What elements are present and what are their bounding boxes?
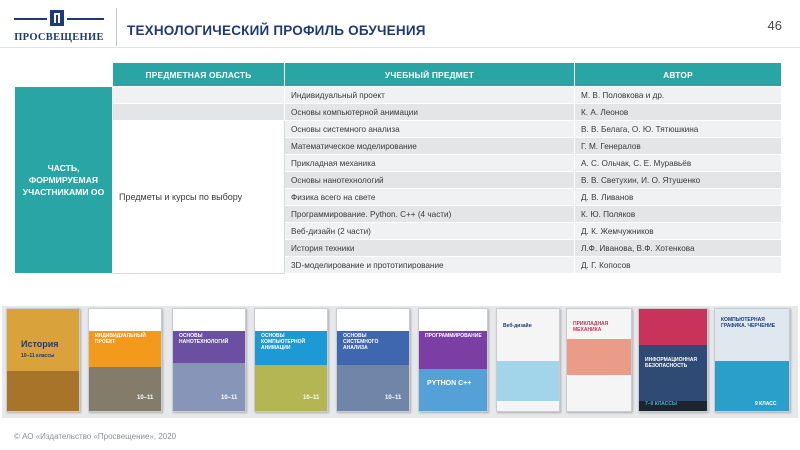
table-row xyxy=(15,87,782,104)
logo-text: ПРОСВЕЩЕНИЕ xyxy=(14,32,104,43)
book-title: ИНФОРМАЦИОННАЯ БЕЗОПАСНОСТЬ xyxy=(645,357,697,369)
area-cell-empty xyxy=(113,87,285,104)
subject-cell: Индивидуальный проект xyxy=(285,87,575,104)
book-subtitle: 10–11 xyxy=(385,395,402,401)
author-cell: Д. Г. Копосов xyxy=(575,257,782,274)
subject-cell: 3D-моделирование и прототипирование xyxy=(285,257,575,274)
part-label: ЧАСТЬ, ФОРМИРУЕМАЯ УЧАСТНИКАМИ ОО xyxy=(15,87,113,274)
subject-cell: Программирование. Python. С++ (4 части) xyxy=(285,206,575,223)
subject-cell: История техники xyxy=(285,240,575,257)
book-cover xyxy=(88,308,162,412)
book-title: История xyxy=(21,339,59,349)
book-title: КОМПЬЮТЕРНАЯ ГРАФИКА. ЧЕРЧЕНИЕ xyxy=(721,317,776,329)
author-cell: В. В. Белага, О. Ю. Тятюшкина xyxy=(575,121,782,138)
column-header-subject: УЧЕБНЫЙ ПРЕДМЕТ xyxy=(285,63,575,87)
area-cell-empty xyxy=(113,104,285,121)
book-subtitle: 9 КЛАСС xyxy=(755,401,777,407)
table-row xyxy=(15,121,782,138)
book-subtitle: 7–9 КЛАССЫ xyxy=(645,401,677,407)
logo-rule-right xyxy=(67,18,104,20)
table-row xyxy=(15,104,782,121)
book-cover xyxy=(496,308,560,412)
book-subtitle: 10–11 классы xyxy=(21,353,55,359)
area-cell: Предметы и курсы по выбору xyxy=(113,121,285,274)
textbook-covers-strip xyxy=(2,306,798,418)
author-cell: В. В. Светухин, И. О. Ятушенко xyxy=(575,172,782,189)
logo-rule-left xyxy=(14,18,47,20)
book-subtitle: 10–11 xyxy=(303,395,320,401)
header-rule xyxy=(0,47,800,48)
page-title: ТЕХНОЛОГИЧЕСКИЙ ПРОФИЛЬ ОБУЧЕНИЯ xyxy=(127,23,426,38)
author-cell: Л.Ф. Иванова, В.Ф. Хотенкова xyxy=(575,240,782,257)
subject-cell: Основы системного анализа xyxy=(285,121,575,138)
book-cover xyxy=(336,308,410,412)
book-title: ОСНОВЫ КОМПЬЮТЕРНОЙ АНИМАЦИИ xyxy=(261,333,306,351)
header-blank-cell xyxy=(15,63,113,87)
book-title: ПРОГРАММИРОВАНИЕ xyxy=(425,333,482,339)
copyright-footer: © АО «Издательство «Просвещение», 2020 xyxy=(14,432,177,441)
author-cell: А. С. Ольчак, С. Е. Муравьёв xyxy=(575,155,782,172)
table-header-row xyxy=(15,63,782,87)
book-subtitle: PYTHON C++ xyxy=(427,380,472,387)
subject-cell: Математическое моделирование xyxy=(285,138,575,155)
book-subtitle: 10–11 xyxy=(221,395,238,401)
publisher-logo xyxy=(14,10,104,44)
page-number: 46 xyxy=(767,18,782,33)
author-cell: Д. В. Ливанов xyxy=(575,189,782,206)
book-subtitle: 10–11 xyxy=(137,395,154,401)
book-title: ПРИКЛАДНАЯ МЕХАНИКА xyxy=(573,321,609,333)
author-cell: К. А. Леонов xyxy=(575,104,782,121)
book-cover xyxy=(566,308,632,412)
header-divider xyxy=(116,8,117,46)
subject-cell: Основы компьютерной анимации xyxy=(285,104,575,121)
book-cover xyxy=(714,308,790,412)
subject-cell: Прикладная механика xyxy=(285,155,575,172)
author-cell: К. Ю. Поляков xyxy=(575,206,782,223)
book-cover xyxy=(254,308,328,412)
curriculum-table xyxy=(14,62,782,274)
book-cover xyxy=(638,308,708,412)
subject-cell: Физика всего на свете xyxy=(285,189,575,206)
column-header-area: ПРЕДМЕТНАЯ ОБЛАСТЬ xyxy=(113,63,285,87)
author-cell: Д. К. Жемчужников xyxy=(575,223,782,240)
logo-emblem-icon xyxy=(50,10,64,26)
column-header-author: АВТОР xyxy=(575,63,782,87)
author-cell: М. В. Половкова и др. xyxy=(575,87,782,104)
book-cover xyxy=(418,308,488,412)
book-title: ОСНОВЫ НАНОТЕХНОЛОГИЙ xyxy=(179,333,229,345)
book-title: ИНДИВИДУАЛЬНЫЙ ПРОЕКТ xyxy=(95,333,146,345)
subject-cell: Основы нанотехнологий xyxy=(285,172,575,189)
book-cover xyxy=(6,308,80,412)
author-cell: Г. М. Генералов xyxy=(575,138,782,155)
book-title: ОСНОВЫ СИСТЕМНОГО АНАЛИЗА xyxy=(343,333,379,351)
book-title: Веб-дизайн xyxy=(503,323,532,329)
subject-cell: Веб-дизайн (2 части) xyxy=(285,223,575,240)
book-cover xyxy=(172,308,246,412)
